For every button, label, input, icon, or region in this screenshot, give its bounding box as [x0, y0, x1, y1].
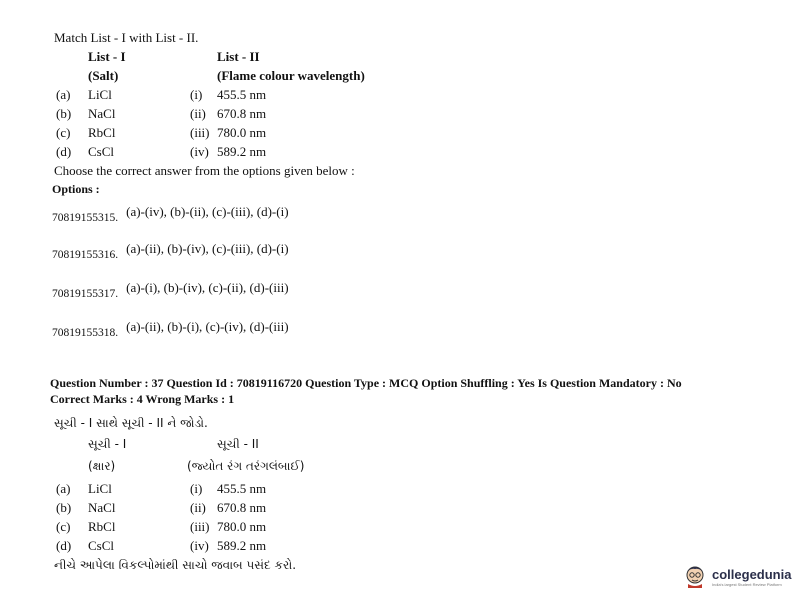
row-label: (b) — [56, 500, 72, 515]
option-id: 70819155318. — [52, 327, 119, 339]
option-2[interactable] — [52, 240, 289, 261]
row-num: (iii) — [190, 125, 210, 140]
row-label: (d) — [56, 538, 72, 553]
option-id: 70819155316. — [52, 249, 119, 261]
row-label: (a) — [56, 481, 71, 496]
list1-title: List - I — [88, 49, 126, 64]
row-num: (i) — [190, 481, 203, 496]
row-value: 780.0 nm — [217, 519, 267, 534]
list2-title: List - II — [217, 49, 260, 64]
row-label: (c) — [56, 125, 71, 140]
row-label: (b) — [56, 106, 72, 121]
row-value: 455.5 nm — [217, 87, 267, 102]
row-num: (iv) — [190, 144, 209, 159]
row-label: (c) — [56, 519, 71, 534]
row-value: 455.5 nm — [217, 481, 267, 496]
row-salt: CsCl — [88, 144, 115, 159]
gujarati-list1-subtitle: (ક્ષાર) — [88, 459, 116, 473]
row-value: 589.2 nm — [217, 538, 267, 553]
list1-subtitle: (Salt) — [88, 68, 119, 83]
list2-subtitle: (Flame colour wavelength) — [217, 68, 365, 83]
option-3[interactable] — [52, 279, 289, 300]
row-salt: CsCl — [88, 538, 115, 553]
row-salt: NaCl — [88, 500, 116, 515]
option-id: 70819155317. — [52, 288, 119, 300]
option-id: 70819155315. — [52, 212, 119, 224]
question-meta-line2: Correct Marks : 4 Wrong Marks : 1 — [50, 392, 235, 406]
student-mascot-icon — [684, 562, 706, 593]
row-value: 670.8 nm — [217, 500, 267, 515]
row-salt: LiCl — [88, 87, 112, 102]
options-label: Options : — [52, 182, 100, 196]
row-salt: NaCl — [88, 106, 116, 121]
row-label: (d) — [56, 144, 72, 159]
row-value: 670.8 nm — [217, 106, 267, 121]
row-num: (ii) — [190, 106, 206, 121]
question-instruction: Match List - I with List - II. — [54, 30, 199, 45]
row-salt: RbCl — [88, 125, 116, 140]
row-value: 589.2 nm — [217, 144, 267, 159]
option-text: (a)-(ii), (b)-(i), (c)-(iv), (d)-(iii) — [126, 319, 289, 334]
option-text: (a)-(ii), (b)-(iv), (c)-(iii), (d)-(i) — [126, 241, 289, 256]
watermark-brand: collegedunia — [712, 567, 792, 582]
row-label: (a) — [56, 87, 71, 102]
gujarati-list1-title: સૂચી - I — [88, 437, 127, 451]
collegedunia-watermark — [684, 562, 791, 593]
option-text: (a)-(i), (b)-(iv), (c)-(ii), (d)-(iii) — [126, 280, 289, 295]
row-num: (iii) — [190, 519, 210, 534]
choose-instruction: Choose the correct answer from the options given below : — [54, 163, 355, 178]
row-num: (ii) — [190, 500, 206, 515]
gujarati-instruction: સૂચી - I સાથે સૂચી - II ને જોડો. — [54, 416, 208, 430]
row-value: 780.0 nm — [217, 125, 267, 140]
row-salt: RbCl — [88, 519, 116, 534]
option-1[interactable] — [52, 203, 289, 224]
gujarati-choose-instruction: નીચે આપેલા વિકલ્પોમાંથી સાચો જવાબ પસંદ કરો. — [54, 558, 297, 572]
gujarati-list2-subtitle: (જ્યોત રંગ તરંગલંબાઈ) — [187, 459, 305, 473]
watermark-tagline: India's largest Student Review Platform — [712, 582, 782, 587]
gujarati-list2-title: સૂચી - II — [217, 437, 259, 451]
option-4[interactable] — [52, 318, 289, 339]
row-salt: LiCl — [88, 481, 112, 496]
option-text: (a)-(iv), (b)-(ii), (c)-(iii), (d)-(i) — [126, 204, 289, 219]
row-num: (iv) — [190, 538, 209, 553]
row-num: (i) — [190, 87, 203, 102]
question-meta-line1: Question Number : 37 Question Id : 70819116720 Question Type : MCQ Option Shuffling : Yes Is Question Mandatory : No — [50, 376, 682, 390]
